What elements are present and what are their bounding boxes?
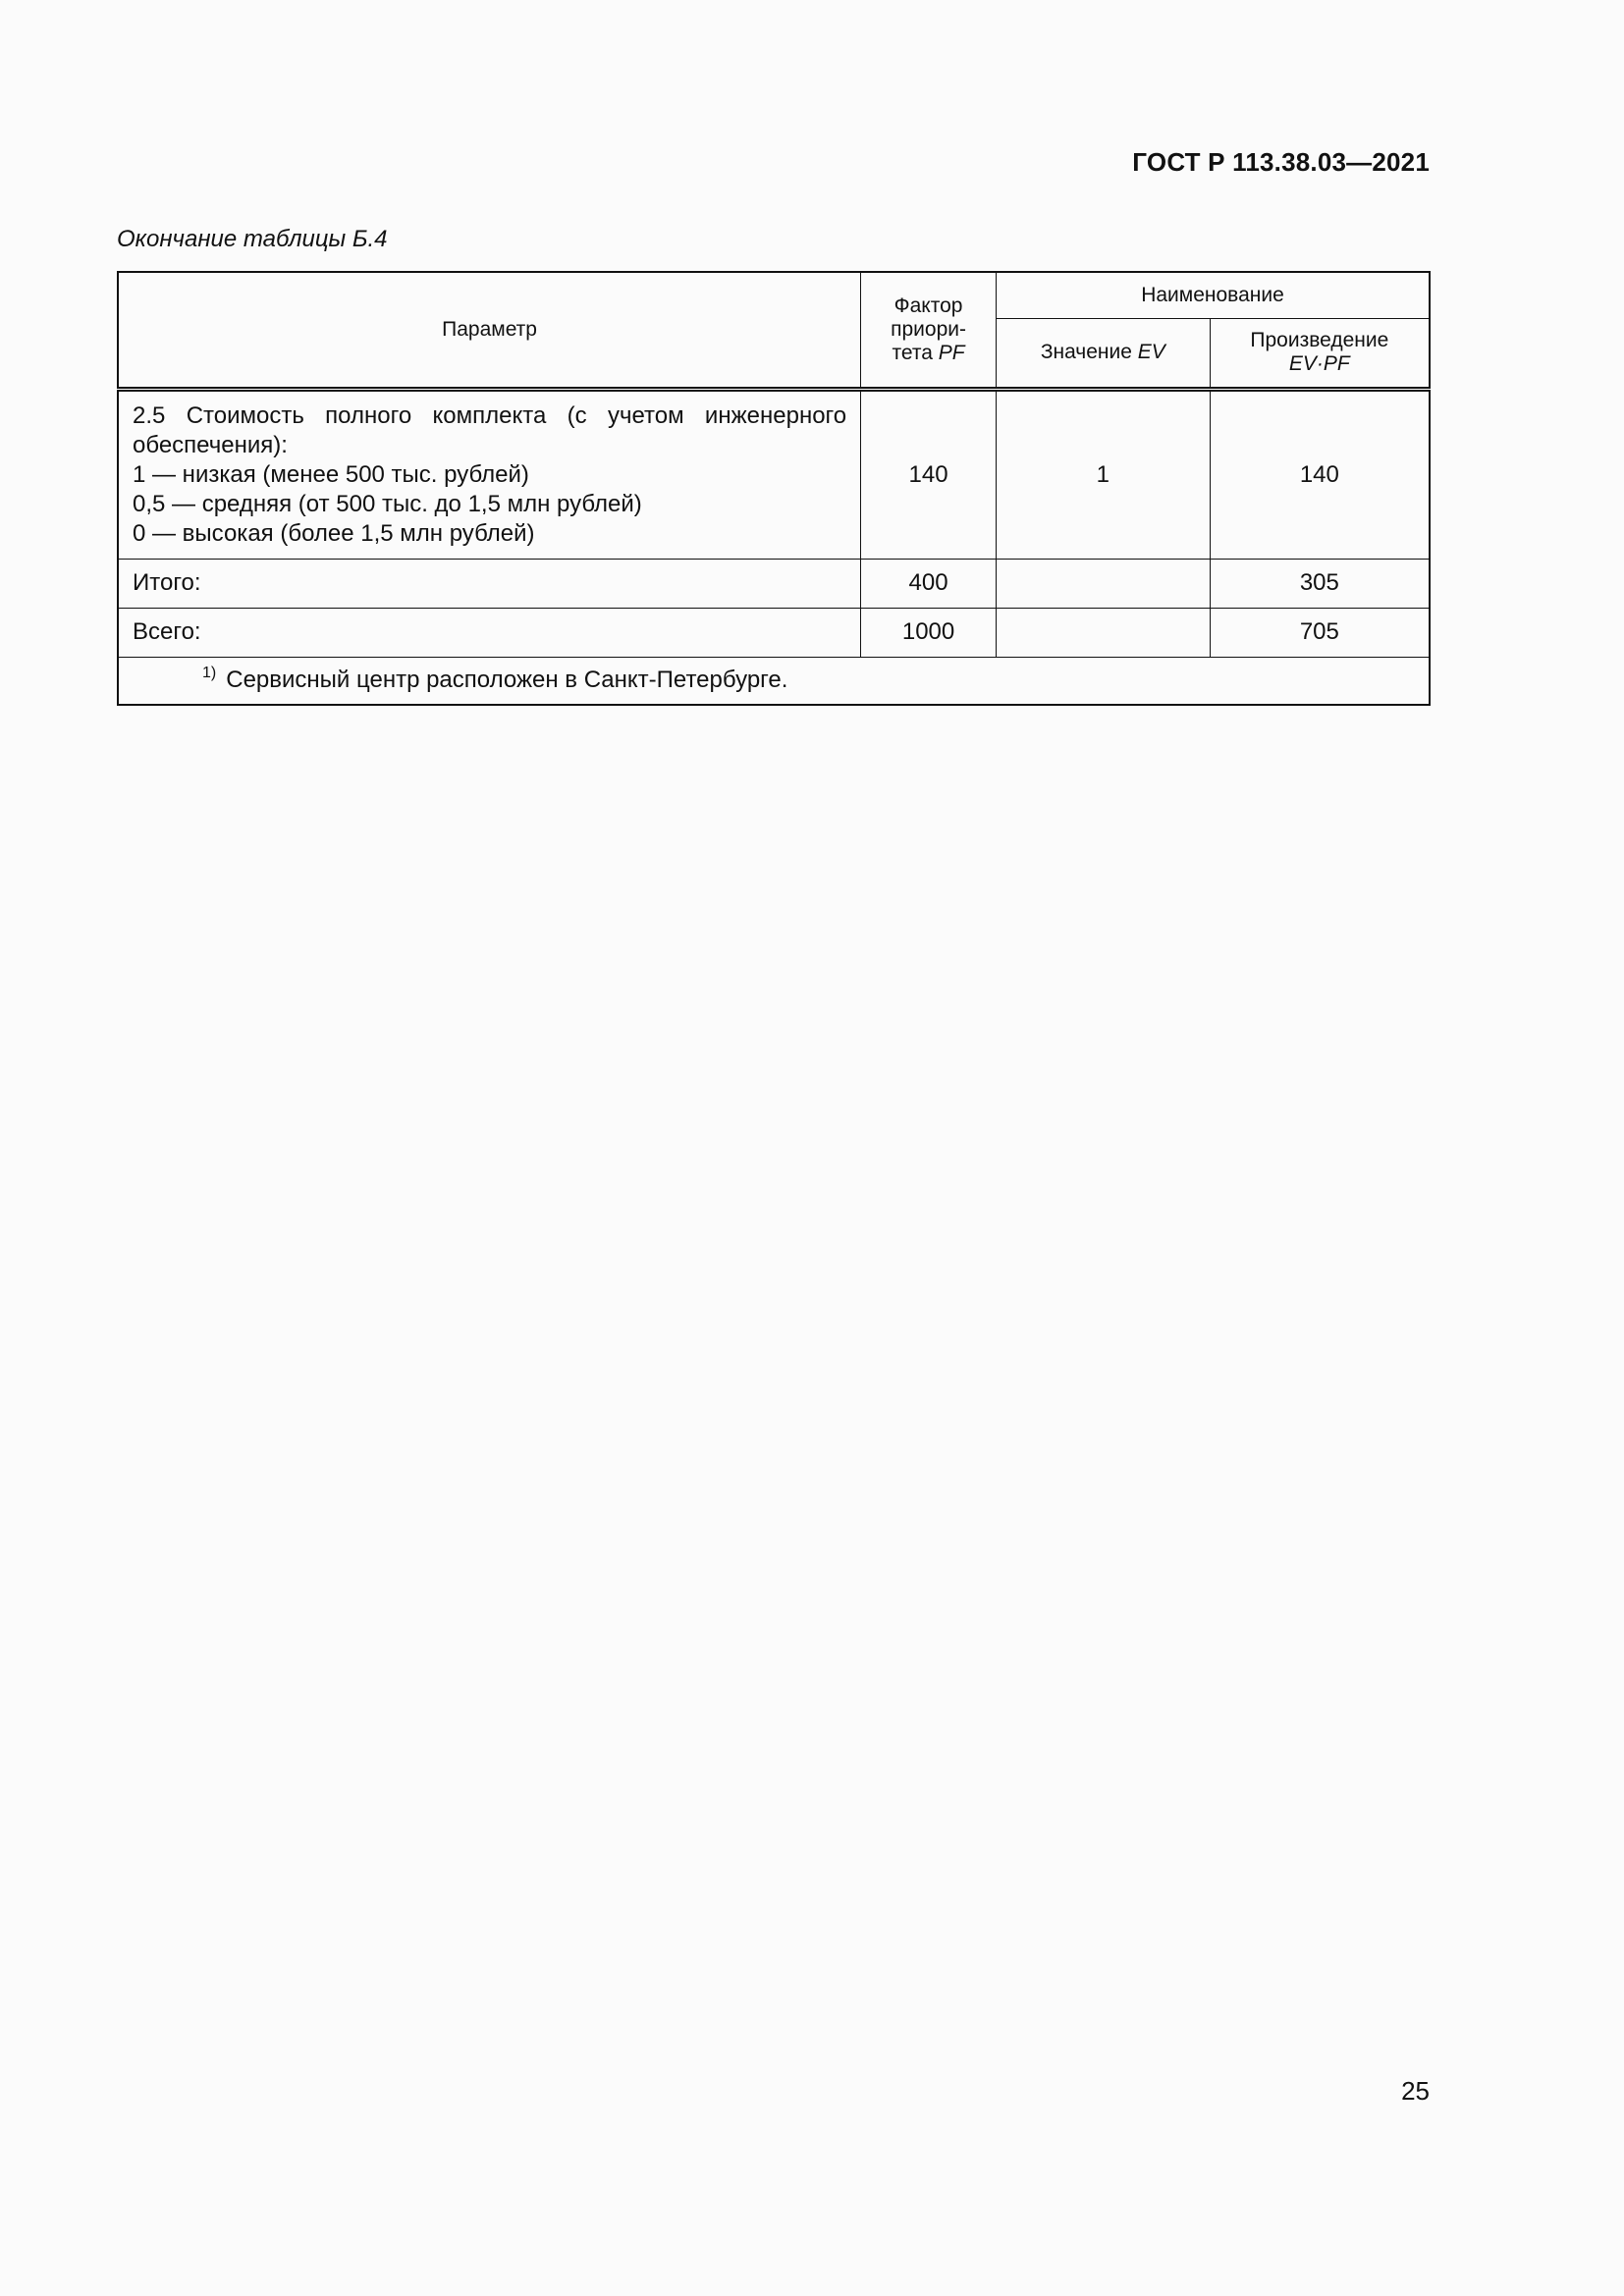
- subtotal-ev: [996, 559, 1210, 608]
- subtotal-row: [118, 559, 1430, 608]
- footnote: [118, 657, 1430, 705]
- data-table: [117, 271, 1431, 706]
- table-row: [118, 389, 1430, 559]
- document-code: ГОСТ Р 113.38.03—2021: [1132, 147, 1430, 177]
- header-priority-factor: Фактор приори- тета PF: [861, 272, 997, 389]
- footnote-row: [118, 657, 1430, 705]
- parameter-cell: [118, 389, 861, 559]
- ev-cell: 1: [996, 389, 1210, 559]
- total-ev: [996, 608, 1210, 657]
- footnote-marker: 1): [202, 665, 217, 682]
- header-product: Произведение EV·PF: [1210, 318, 1430, 389]
- subtotal-pf: 400: [861, 559, 997, 608]
- parameter-line: 0 — высокая (более 1,5 млн рублей): [133, 519, 535, 547]
- subtotal-label: Итого:: [118, 559, 861, 608]
- parameter-line: 0,5 — средняя (от 500 тыс. до 1,5 млн рублей): [133, 490, 642, 517]
- subtotal-product: 305: [1210, 559, 1430, 608]
- parameter-line: 1 — низкая (менее 500 тыс. рублей): [133, 460, 529, 488]
- total-product: 705: [1210, 608, 1430, 657]
- total-row: [118, 608, 1430, 657]
- parameter-line: 2.5 Стоимость полного комплекта (с учетом инженерного обеспечения):: [133, 401, 847, 458]
- total-label: Всего:: [118, 608, 861, 657]
- total-pf: 1000: [861, 608, 997, 657]
- table-caption: Окончание таблицы Б.4: [117, 226, 388, 252]
- header-parameter: Параметр: [118, 272, 861, 389]
- footnote-text: Сервисный центр расположен в Санкт-Петербурге.: [226, 667, 788, 694]
- pf-cell: 140: [861, 389, 997, 559]
- page-number: 25: [1401, 2076, 1430, 2106]
- header-naming: Наименование: [996, 272, 1430, 318]
- header-value: Значение EV: [996, 318, 1210, 389]
- product-cell: 140: [1210, 389, 1430, 559]
